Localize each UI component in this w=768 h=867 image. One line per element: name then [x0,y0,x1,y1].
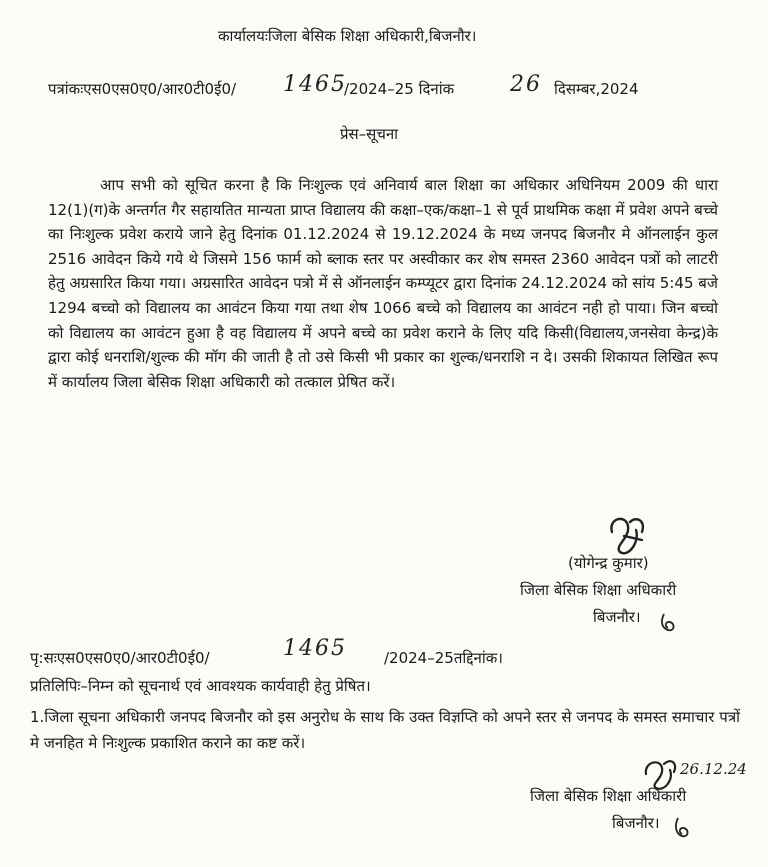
endorsement-ref-number-handwritten: 1465 [283,636,347,661]
signatory-designation: जिला बेसिक शिक्षा अधिकारी [520,581,677,599]
office-header: कार्यालयःजिला बेसिक शिक्षा अधिकारी,बिजनौर। [218,27,477,45]
final-designation: जिला बेसिक शिक्षा अधिकारी [530,787,687,805]
endorsement-ref-prefix: पृ:सःएस0एस0ए0/आर0टी0ई0/ [30,649,210,667]
date-month-year: दिसम्बर,2024 [554,80,639,98]
final-initial-mark [672,816,694,840]
signatory-place: बिजनौर। [593,608,641,626]
signatory-name: (योगेन्द्र कुमार) [568,554,649,572]
copy-item-1: 1.जिला सूचना अधिकारी जनपद बिजनौर को इस अनुरोध के साथ कि उक्त विज्ञप्ति को अपने स्तर से जनपद के समस्त समाचार पत्रों मे जनहित मे निःशुल्क प्रकाशित कराने का कष्ट करें। [30,708,740,752]
ref-prefix: पत्रांकःएस0एस0ए0/आर0टी0ई0/ [48,80,237,98]
initial-mark [658,612,678,634]
endorsement-ref-suffix: /2024–25तद्दिनांक। [384,649,503,667]
final-handwritten-date: 26.12.24 [680,760,747,778]
final-place: बिजनौर। [612,814,660,832]
ref-number-handwritten: 1465 [283,72,347,97]
notice-title: प्रेस–सूचना [340,125,399,143]
copy-line: प्रतिलिपिः–निम्न को सूचनार्थ एवं आवश्यक कार्यवाही हेतु प्रेषित। [30,677,371,695]
body-paragraph: आप सभी को सूचित करना है कि निःशुल्क एवं अनिवार्य बाल शिक्षा का अधिकार अधिनियम 2009 की धारा 12(1)(ग)के अन्तर्गत गैर सहायतित मान्यता प्राप्त विद्यालय की कक्षा–एक/कक्षा–1 से पूर्व प्राथमिक कक्षा में प्रवेश अपने बच्चे का निःशुल्क प्रवेश कराये जाने हेतु दिनांक 01.12.2024 से 19.12.2024 के मध्य जनपद बिजनौर मे ऑनलाईन कुल 2516 आवेदन किये गये थे जिसमे 156 फार्म को ब्लाक स्तर पर अस्वीकार कर शेष समस्त 2360 आवेदन पत्रों को लाटरी हेतु अग्रसारित किया गया। अग्रसारित आवेदन पत्रो में से ऑनलाईन कम्प्यूटर द्वारा दिनांक 24.12.2024 को सांय 5:45 बजे 1294 बच्चो को विद्यालय का आवंटन किया गया तथा शेष 1066 बच्चे को विद्यालय का आवंटन नही हो पाया। जिन बच्चो को विद्यालय का आवंटन हुआ है वह विद्यालय में अपने बच्चे का प्रवेश कराने के लिए यदि किसी(विद्यालय,जनसेवा केन्द्र)के द्वारा कोई धनराशि/शुल्क की मॉग की जाती है तो उसे किसी भी प्रकार का शुल्क/धनराशि न दे। उसकी शिकायत लिखित रूप में कार्यालय जिला बेसिक शिक्षा अधिकारी को तत्काल प्रेषित करें। [48,176,718,391]
ref-suffix: /2024–25 दिनांक [344,80,455,98]
date-day-handwritten: 26 [510,72,542,97]
signature-mark [606,512,652,556]
